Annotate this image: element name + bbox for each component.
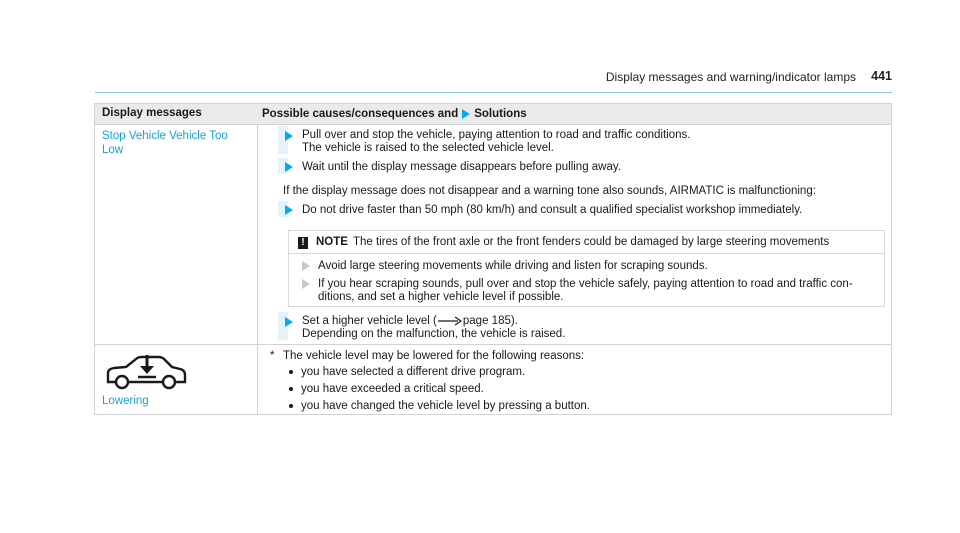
bullet-icon bbox=[289, 370, 293, 374]
note-label: NOTE bbox=[316, 236, 348, 248]
page-header-title: Display messages and warning/indicator lamps bbox=[605, 70, 856, 84]
list-item: you have exceeded a critical speed. bbox=[301, 383, 484, 395]
step-3-text: Do not drive faster than 50 mph (80 km/h) and consult a qualified specialist workshop immediately. bbox=[302, 204, 803, 216]
column-header-solutions-label: Solutions bbox=[474, 108, 527, 120]
note-step-2-text: If you hear scraping sounds, pull over and stop the vehicle safely, paying attention to road and traffic con- bbox=[318, 278, 853, 290]
vehicle-lowering-icon bbox=[102, 352, 190, 397]
display-messages-table bbox=[94, 103, 892, 415]
solution-arrow-icon bbox=[462, 109, 470, 119]
step-4-result: Depending on the malfunction, the vehicle is raised. bbox=[302, 328, 566, 340]
table-header-row bbox=[95, 104, 891, 125]
note-text: The tires of the front axle or the front fenders could be damaged by large steering movements bbox=[353, 236, 830, 248]
step-4-text bbox=[302, 314, 518, 328]
column-header-display-messages: Display messages bbox=[102, 107, 202, 119]
page-reference-arrow-icon[interactable] bbox=[437, 316, 463, 326]
bullet-icon bbox=[289, 387, 293, 391]
page-number: 441 bbox=[871, 69, 892, 83]
message-stop-vehicle-too-low bbox=[102, 129, 228, 157]
step-arrow-icon bbox=[285, 162, 293, 172]
warning-exclamation-icon: ! bbox=[298, 237, 308, 249]
condition-text: If the display message does not disappear and a warning tone also sounds, AIRMATIC is malfunctioning: bbox=[283, 185, 816, 197]
list-item: you have changed the vehicle level by pressing a button. bbox=[301, 400, 590, 412]
note-step-arrow-icon bbox=[302, 279, 310, 289]
column-header-causes bbox=[262, 108, 527, 120]
step-arrow-icon bbox=[285, 205, 293, 215]
column-header-causes-label: Possible causes/consequences and bbox=[262, 108, 459, 120]
step-4-prefix: Set a higher vehicle level ( bbox=[302, 315, 437, 327]
note-box bbox=[288, 230, 885, 307]
page-reference-link[interactable]: page 185). bbox=[462, 315, 518, 327]
lowering-intro-text: The vehicle level may be lowered for the following reasons: bbox=[283, 350, 585, 362]
message-line-1: Stop Vehicle Vehicle Too bbox=[102, 130, 228, 142]
bullet-icon bbox=[289, 404, 293, 408]
note-step-arrow-icon bbox=[302, 261, 310, 271]
step-1-result: The vehicle is raised to the selected vehicle level. bbox=[302, 142, 554, 154]
message-line-2: Low bbox=[102, 144, 124, 156]
column-divider bbox=[257, 124, 258, 414]
step-2-text: Wait until the display message disappears before pulling away. bbox=[302, 161, 621, 173]
note-step-2-text-cont: ditions, and set a higher vehicle level if possible. bbox=[318, 291, 564, 303]
list-item: you have selected a different drive program. bbox=[301, 366, 526, 378]
message-lowering: Lowering bbox=[102, 395, 149, 407]
note-header bbox=[289, 231, 884, 254]
step-arrow-icon bbox=[285, 131, 293, 141]
page-header bbox=[95, 0, 892, 93]
step-1-text: Pull over and stop the vehicle, paying attention to road and traffic conditions. bbox=[302, 129, 691, 141]
row-divider bbox=[95, 344, 891, 345]
step-arrow-icon bbox=[285, 317, 293, 327]
asterisk-marker: * bbox=[270, 350, 275, 362]
note-step-1-text: Avoid large steering movements while driving and listen for scraping sounds. bbox=[318, 260, 708, 272]
